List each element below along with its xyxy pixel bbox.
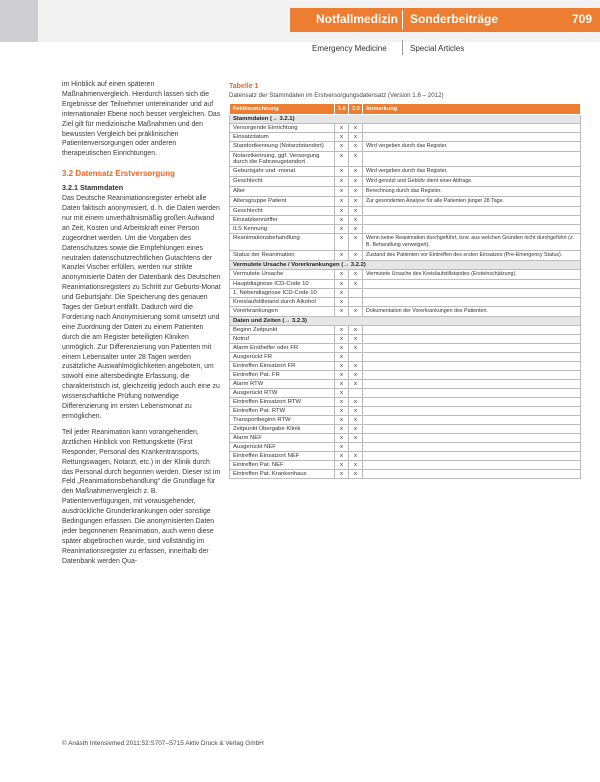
field-name-cell: Transportbeginn RTW bbox=[230, 416, 335, 425]
table-row bbox=[230, 270, 581, 280]
table-section-row bbox=[230, 261, 581, 270]
remark-cell: Wenn keine Reanimation durchgeführt, bzw. aus welchen Gründen nicht durchgeführt (z. B. Behandlung verweigert). bbox=[363, 234, 581, 251]
header-section-en: Emergency Medicine bbox=[312, 44, 387, 53]
version-2-0-cell: x bbox=[349, 307, 363, 317]
field-name-cell: Vorerkrankungen bbox=[230, 307, 335, 317]
header-subsection-en: Special Articles bbox=[410, 44, 465, 53]
table-box bbox=[229, 83, 580, 479]
remark-cell bbox=[363, 225, 581, 234]
remark-cell bbox=[363, 434, 581, 443]
table-body bbox=[230, 115, 581, 479]
table-caption: Datensatz der Stammdaten im Erstversorgungsdatensatz (Version 1.6 – 2012) bbox=[229, 92, 444, 99]
field-name-cell: Eintreffen Einsatzort FR bbox=[230, 362, 335, 371]
body-paragraph-2: Teil jeder Reanimation kann vorangehenden, ärztlichen Hinblick von Rettungskette (First Responder, Personal des Krankentransports, Rettungswagen, Notarzt, etc.) in der Klinik durch das Personal durch begonnen werden. Dieser ist im Feld „Reanimationsbehandlung“ die Grundlage für den Maßnahmenvergleich z. B. Patientenverfügungen, mit vorausgehender, ausdrückliche Grunderkrankungen oder sonstige Bedingungen erfassen. Die anonymisierten Daten jeder begonnenen Reanimation, auch wenn diese später abgebrochen wurde, sind vollständig im Reanimationsregister zu erfassen, innerhalb der Datenbank werden Qua- bbox=[62, 428, 221, 565]
remark-cell: Dokumentation der Vorerkrankungen des Patienten. bbox=[363, 307, 581, 317]
field-name-cell: ILS Kennung bbox=[230, 225, 335, 234]
version-2-0-cell: x bbox=[349, 326, 363, 335]
field-name-cell: Eintreffen Pat. NEF bbox=[230, 461, 335, 470]
field-name-cell: Eintreffen Einsatzort RTW bbox=[230, 398, 335, 407]
table-row bbox=[230, 307, 581, 317]
version-2-0-cell: x bbox=[349, 133, 363, 142]
table-row bbox=[230, 234, 581, 251]
page-number: 709 bbox=[572, 12, 593, 26]
table-row bbox=[230, 251, 581, 261]
version-1-6-cell: x bbox=[335, 326, 349, 335]
version-1-6-cell: x bbox=[335, 177, 349, 187]
remark-cell bbox=[363, 216, 581, 225]
left-column bbox=[62, 80, 222, 567]
field-name-cell: Eintreffen Pat. RTW bbox=[230, 407, 335, 416]
remark-cell bbox=[363, 344, 581, 353]
version-2-0-cell bbox=[349, 298, 363, 307]
version-1-6-cell: x bbox=[335, 353, 349, 362]
body-paragraph-1: Das Deutsche Reanimationsregister erhebt alle Daten faktisch anonymisiert, d. h. die Daten werden nur mit einem unverhältnismäßig großen Aufwand an Zeit, Kosten und Arbeitskraft einer Person zugeordnet werden. Um die Vorgaben des Datenschutzes sowie die Empfehlungen eines neutralen datenschutzrechtlichen Gutachtens der Kanzlei Vischer erfüllen, werden nur strikte anonymisierte Daten der Datenbank des Deutschen Reanimationsregisters zu Schritt zur Geburts-Monat und Geburtsjahr. Die Speicherung des genauen Tages der Geburt entfällt. Dadurch wird die Forderung nach Anonymisierung somit umsetzt und eine Zuordnung der Daten zu einem Patienten durch die am Register beteiligten Kliniken unmöglich. Zur Differenzierung von Patienten mit einem Lebensalter unter 28 Tagen werden zusätzliche Auswahlmöglichkeiten angeboten, um sowohl eine altersbedingte Erfassung, die charakteristisch ist, gleichzeitig jedoch auch eine zu wissenschaftliche Prüfung notwendige Differenzierung im ersten Lebensmonat zu ermöglichen. bbox=[62, 195, 221, 420]
table-row bbox=[230, 167, 581, 177]
table-row bbox=[230, 197, 581, 207]
remark-cell: Zur gesonderten Analyse für alle Patienten jünger 28 Tage. bbox=[363, 197, 581, 207]
table-header-row bbox=[230, 104, 581, 115]
table-row bbox=[230, 298, 581, 307]
version-2-0-cell: x bbox=[349, 225, 363, 234]
version-1-6-cell: x bbox=[335, 216, 349, 225]
version-2-0-cell: x bbox=[349, 344, 363, 353]
version-2-0-cell: x bbox=[349, 177, 363, 187]
version-1-6-cell: x bbox=[335, 167, 349, 177]
table-row bbox=[230, 362, 581, 371]
remark-cell: Wird vergeben durch das Register. bbox=[363, 142, 581, 152]
version-1-6-cell: x bbox=[335, 407, 349, 416]
field-name-cell: Einsatzdatum bbox=[230, 133, 335, 142]
table-row bbox=[230, 152, 581, 167]
version-2-0-cell: x bbox=[349, 362, 363, 371]
header-section: Notfallmedizin bbox=[316, 12, 399, 26]
remark-cell: Zustand des Patienten vor Eintreffen des ersten Einsatzes (Pre-Emergency Status). bbox=[363, 251, 581, 261]
version-2-0-cell bbox=[349, 289, 363, 298]
table-row bbox=[230, 434, 581, 443]
remark-cell bbox=[363, 443, 581, 452]
remark-cell: Wird vergeben durch das Register. bbox=[363, 167, 581, 177]
column-header: 2.0 bbox=[349, 104, 363, 115]
version-1-6-cell: x bbox=[335, 443, 349, 452]
version-1-6-cell: x bbox=[335, 280, 349, 289]
version-1-6-cell: x bbox=[335, 142, 349, 152]
field-name-cell: Reanimationsbehandlung bbox=[230, 234, 335, 251]
remark-cell bbox=[363, 280, 581, 289]
table-section-title: Stammdaten (→ 3.2.1) bbox=[230, 115, 581, 124]
dataset-table bbox=[229, 103, 581, 479]
table-row bbox=[230, 335, 581, 344]
version-2-0-cell: x bbox=[349, 187, 363, 197]
table-row bbox=[230, 416, 581, 425]
table-row bbox=[230, 326, 581, 335]
remark-cell bbox=[363, 416, 581, 425]
version-2-0-cell: x bbox=[349, 398, 363, 407]
version-1-6-cell: x bbox=[335, 289, 349, 298]
remark-cell: Vermutete Ursache des Kreislaufstillstandes (Ersteinschätzung). bbox=[363, 270, 581, 280]
table-row bbox=[230, 353, 581, 362]
version-1-6-cell: x bbox=[335, 307, 349, 317]
header-divider bbox=[402, 10, 403, 30]
version-2-0-cell: x bbox=[349, 280, 363, 289]
remark-cell bbox=[363, 133, 581, 142]
field-name-cell: Hauptdiagnose ICD-Code 10 bbox=[230, 280, 335, 289]
table-row bbox=[230, 461, 581, 470]
version-2-0-cell: x bbox=[349, 197, 363, 207]
remark-cell bbox=[363, 398, 581, 407]
version-2-0-cell: x bbox=[349, 434, 363, 443]
version-2-0-cell: x bbox=[349, 124, 363, 133]
table-row bbox=[230, 216, 581, 225]
field-name-cell: Eintreffen Pat. Krankenhaus bbox=[230, 470, 335, 479]
field-name-cell: Ausgerückt FR bbox=[230, 353, 335, 362]
table-section-title: Daten und Zeiten (→ 3.2.3) bbox=[230, 317, 581, 326]
version-1-6-cell: x bbox=[335, 389, 349, 398]
version-1-6-cell: x bbox=[335, 416, 349, 425]
version-1-6-cell: x bbox=[335, 152, 349, 167]
table-row bbox=[230, 380, 581, 389]
remark-cell bbox=[363, 289, 581, 298]
version-2-0-cell: x bbox=[349, 270, 363, 280]
field-name-cell: Zeitpunkt Übergabe Klinik bbox=[230, 425, 335, 434]
version-1-6-cell: x bbox=[335, 270, 349, 280]
version-2-0-cell: x bbox=[349, 470, 363, 479]
table-row bbox=[230, 425, 581, 434]
table-section-row bbox=[230, 317, 581, 326]
subsection-heading: 3.2.1 Stammdaten bbox=[62, 183, 124, 193]
column-header: Anmerkung bbox=[363, 104, 581, 115]
field-name-cell: Kreislaufstillstand durch Alkohol bbox=[230, 298, 335, 307]
table-row bbox=[230, 389, 581, 398]
version-1-6-cell: x bbox=[335, 251, 349, 261]
remark-cell bbox=[363, 362, 581, 371]
table-row bbox=[230, 207, 581, 216]
field-name-cell: Eintreffen Pat. FR bbox=[230, 371, 335, 380]
version-1-6-cell: x bbox=[335, 207, 349, 216]
version-2-0-cell: x bbox=[349, 371, 363, 380]
remark-cell bbox=[363, 407, 581, 416]
field-name-cell: Einsatzkennziffer bbox=[230, 216, 335, 225]
table-row bbox=[230, 407, 581, 416]
version-1-6-cell: x bbox=[335, 452, 349, 461]
remark-cell bbox=[363, 470, 581, 479]
version-2-0-cell: x bbox=[349, 425, 363, 434]
field-name-cell: Altersgruppe Patient bbox=[230, 197, 335, 207]
table-row bbox=[230, 344, 581, 353]
version-2-0-cell: x bbox=[349, 452, 363, 461]
field-name-cell: Notruf bbox=[230, 335, 335, 344]
version-2-0-cell bbox=[349, 443, 363, 452]
table-row bbox=[230, 187, 581, 197]
field-name-cell: Ausgerückt NEF bbox=[230, 443, 335, 452]
version-1-6-cell: x bbox=[335, 225, 349, 234]
field-name-cell: Ausgerückt RTW bbox=[230, 389, 335, 398]
table-row bbox=[230, 177, 581, 187]
field-name-cell: Alarm NEF bbox=[230, 434, 335, 443]
version-1-6-cell: x bbox=[335, 344, 349, 353]
field-name-cell: Beginn Zeitpunkt bbox=[230, 326, 335, 335]
footer-citation: © Anästh Intensivmed 2011;52:S707–S715 Aktiv Druck & Verlag GmbH bbox=[62, 740, 264, 747]
remark-cell bbox=[363, 298, 581, 307]
field-name-cell: Standortkennung (Notarztstandort) bbox=[230, 142, 335, 152]
version-1-6-cell: x bbox=[335, 362, 349, 371]
version-2-0-cell: x bbox=[349, 142, 363, 152]
table-row bbox=[230, 124, 581, 133]
remark-cell bbox=[363, 152, 581, 167]
field-name-cell: Vermutete Ursache bbox=[230, 270, 335, 280]
version-2-0-cell: x bbox=[349, 461, 363, 470]
version-1-6-cell: x bbox=[335, 380, 349, 389]
field-name-cell: Notarztkennung, ggf. Versorgung durch die Fahrzeugstandort bbox=[230, 152, 335, 167]
remark-cell bbox=[363, 371, 581, 380]
table-row bbox=[230, 142, 581, 152]
field-name-cell: Alter bbox=[230, 187, 335, 197]
version-1-6-cell: x bbox=[335, 425, 349, 434]
version-2-0-cell: x bbox=[349, 251, 363, 261]
version-1-6-cell: x bbox=[335, 197, 349, 207]
field-name-cell: Alarm RTW bbox=[230, 380, 335, 389]
section-heading: 3.2 Datensatz Erstversorgung bbox=[62, 169, 175, 179]
remark-cell bbox=[363, 124, 581, 133]
remark-cell: Berechnung durch das Register. bbox=[363, 187, 581, 197]
version-2-0-cell: x bbox=[349, 167, 363, 177]
field-name-cell: Alarm Ersthelfer oder FR bbox=[230, 344, 335, 353]
field-name-cell: Geburtsjahr und -monat bbox=[230, 167, 335, 177]
table-row bbox=[230, 133, 581, 142]
version-1-6-cell: x bbox=[335, 133, 349, 142]
version-1-6-cell: x bbox=[335, 470, 349, 479]
version-2-0-cell: x bbox=[349, 335, 363, 344]
table-row bbox=[230, 452, 581, 461]
version-1-6-cell: x bbox=[335, 124, 349, 133]
field-name-cell: Eintreffen Einsatzort NEF bbox=[230, 452, 335, 461]
remark-cell: Wird genutzt und Gebühr dient einer Abfrage. bbox=[363, 177, 581, 187]
page-header bbox=[0, 0, 600, 62]
table-row bbox=[230, 398, 581, 407]
intro-paragraph: im Hinblick auf einen späteren Maßnahmenvergleich. Hierdurch lassen sich die Ergebnisse der Teilnehmer untereinander und auf internationaler Ebene noch besser vergleichen. Das Ziel gilt für medizinische Maßnahmen und den bewussten Vergleich bei präklinischen Patientenversorgungen oder anderen therapeutischen Einrichtungen. bbox=[62, 81, 221, 158]
field-name-cell: 1. Nebendiagnose ICD-Code 10 bbox=[230, 289, 335, 298]
version-1-6-cell: x bbox=[335, 398, 349, 407]
remark-cell bbox=[363, 353, 581, 362]
version-1-6-cell: x bbox=[335, 298, 349, 307]
version-1-6-cell: x bbox=[335, 335, 349, 344]
column-header: 1.6 bbox=[335, 104, 349, 115]
field-name-cell: Geschlecht bbox=[230, 177, 335, 187]
version-2-0-cell: x bbox=[349, 234, 363, 251]
remark-cell bbox=[363, 380, 581, 389]
field-name-cell: Status der Reanimation bbox=[230, 251, 335, 261]
table-row bbox=[230, 289, 581, 298]
version-2-0-cell: x bbox=[349, 207, 363, 216]
table-row bbox=[230, 470, 581, 479]
version-1-6-cell: x bbox=[335, 434, 349, 443]
field-name-cell: Versorgende Einrichtung bbox=[230, 124, 335, 133]
column-header: Feldbezeichnung bbox=[230, 104, 335, 115]
remark-cell bbox=[363, 326, 581, 335]
version-2-0-cell bbox=[349, 389, 363, 398]
remark-cell bbox=[363, 389, 581, 398]
table-row bbox=[230, 371, 581, 380]
table-row bbox=[230, 443, 581, 452]
header-left-block bbox=[0, 0, 38, 42]
remark-cell bbox=[363, 425, 581, 434]
table-section-row bbox=[230, 115, 581, 124]
field-name-cell: Geschlecht bbox=[230, 207, 335, 216]
table-title: Tabelle 1 bbox=[229, 83, 259, 90]
version-1-6-cell: x bbox=[335, 371, 349, 380]
remark-cell bbox=[363, 452, 581, 461]
version-2-0-cell: x bbox=[349, 407, 363, 416]
remark-cell bbox=[363, 335, 581, 344]
remark-cell bbox=[363, 207, 581, 216]
version-2-0-cell bbox=[349, 353, 363, 362]
table-row bbox=[230, 280, 581, 289]
table-section-title: Vermutete Ursache / Vorerkrankungen (→ 3.2.2) bbox=[230, 261, 581, 270]
version-1-6-cell: x bbox=[335, 187, 349, 197]
version-2-0-cell: x bbox=[349, 416, 363, 425]
version-2-0-cell: x bbox=[349, 216, 363, 225]
version-2-0-cell: x bbox=[349, 380, 363, 389]
table-row bbox=[230, 225, 581, 234]
remark-cell bbox=[363, 461, 581, 470]
header-divider-en bbox=[402, 40, 403, 55]
header-subsection: Sonderbeiträge bbox=[410, 12, 499, 26]
version-1-6-cell: x bbox=[335, 461, 349, 470]
version-2-0-cell: x bbox=[349, 152, 363, 167]
version-1-6-cell: x bbox=[335, 234, 349, 251]
